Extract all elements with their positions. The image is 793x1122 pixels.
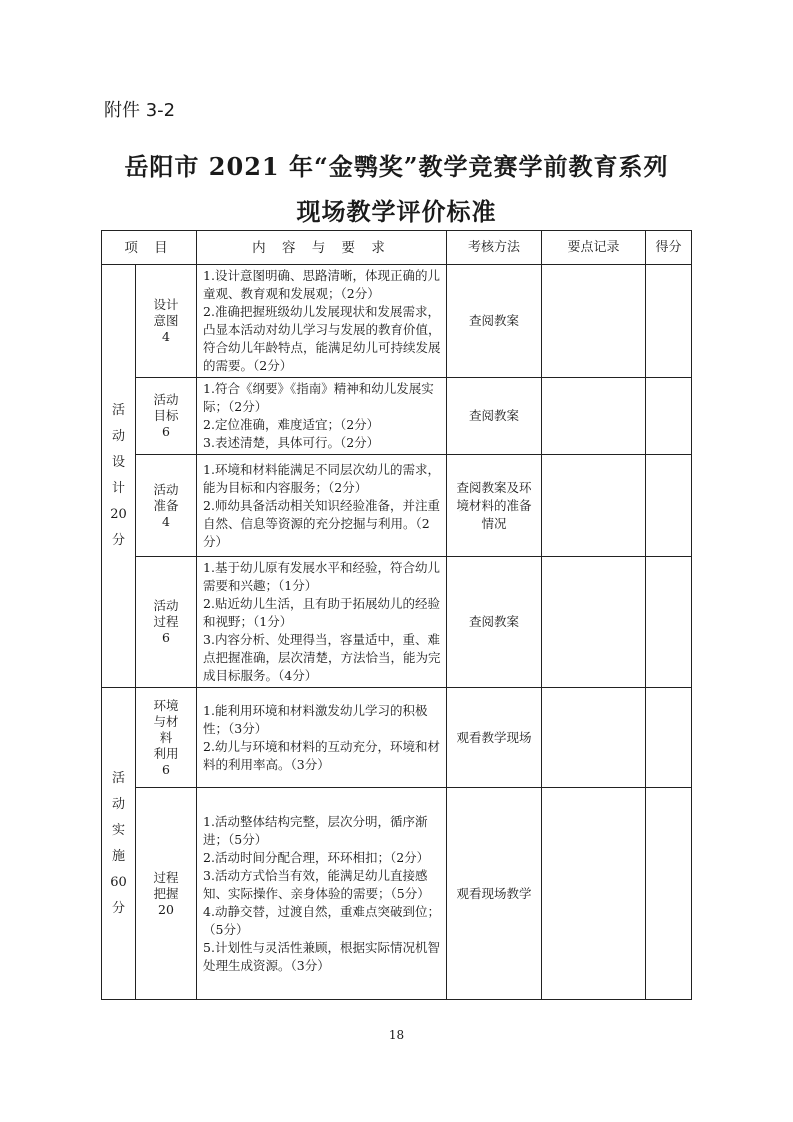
table-row (102, 788, 692, 1000)
score-cell[interactable] (646, 265, 692, 378)
content-activity-prep: 1.环境和材料能满足不同层次幼儿的需求，能为目标和内容服务；（2分） 2.师幼具备活动相关知识经验准备，并注重自然、信息等资源的充分挖掘与利用。（2分） (197, 455, 447, 557)
category-design-label: 活 动 设 计 20 分 (102, 265, 136, 688)
method-activity-prep: 查阅教案及环境材料的准备情况 (447, 455, 542, 557)
header-method: 考核方法 (447, 231, 542, 265)
table-row (102, 557, 692, 688)
score-cell[interactable] (646, 378, 692, 455)
notes-cell[interactable] (542, 688, 646, 788)
method-activity-process: 查阅教案 (447, 557, 542, 688)
subitem-process-control: 过程 把握 20 (136, 788, 197, 1000)
score-cell[interactable] (646, 557, 692, 688)
notes-cell[interactable] (542, 455, 646, 557)
page-title-line1: 岳阳市 2021 年“金鹗奖”教学竞赛学前教育系列 (124, 152, 669, 181)
notes-cell[interactable] (542, 378, 646, 455)
category-implementation-label: 活 动 实 施 60 分 (102, 688, 136, 1000)
content-environment-materials: 1.能利用环境和材料激发幼儿学习的积极性；（3分） 2.幼儿与环境和材料的互动充分，环境和材料的利用率高。（3分） (197, 688, 447, 788)
table-row (102, 378, 692, 455)
content-process-control: 1.活动整体结构完整，层次分明，循序渐进；（5分） 2.活动时间分配合理，环环相扣；（2分） 3.活动方式恰当有效，能满足幼儿直接感知、实际操作、亲身体验的需要；（5分） 4.动静交替，过渡自然，重难点突破到位；（5分） 5.计划性与灵活性兼顾，根据实际情况机智处理生成资源。（3分） (197, 788, 447, 1000)
table-row (102, 265, 692, 378)
subitem-environment-materials: 环境 与材 料 利用 6 (136, 688, 197, 788)
score-cell[interactable] (646, 788, 692, 1000)
subitem-design-intent: 设计 意图 4 (136, 265, 197, 378)
method-process-control: 观看现场教学 (447, 788, 542, 1000)
subitem-activity-process: 活动 过程 6 (136, 557, 197, 688)
content-activity-goal: 1.符合《纲要》《指南》精神和幼儿发展实际；（2分） 2.定位准确，难度适宜；（2分） 3.表述清楚，具体可行。（2分） (197, 378, 447, 455)
attachment-label: 附件 3-2 (104, 100, 176, 121)
page-title-line2: 现场教学评价标准 (296, 197, 497, 226)
header-project: 项 目 (102, 231, 197, 265)
method-activity-goal: 查阅教案 (447, 378, 542, 455)
page-number: 18 (388, 1028, 405, 1042)
score-cell[interactable] (646, 455, 692, 557)
header-content: 内 容 与 要 求 (197, 231, 447, 265)
method-environment-materials: 观看教学现场 (447, 688, 542, 788)
subitem-activity-prep: 活动 准备 4 (136, 455, 197, 557)
header-notes: 要点记录 (542, 231, 646, 265)
content-activity-process: 1.基于幼儿原有发展水平和经验，符合幼儿需要和兴趣；（1分） 2.贴近幼儿生活，且有助于拓展幼儿的经验和视野；（1分） 3.内容分析、处理得当，容量适中，重、难点把握准确，层次清楚，方法恰当，能为完成目标服务。（4分） (197, 557, 447, 688)
notes-cell[interactable] (542, 265, 646, 378)
method-design-intent: 查阅教案 (447, 265, 542, 378)
score-cell[interactable] (646, 688, 692, 788)
subitem-activity-goal: 活动 目标 6 (136, 378, 197, 455)
header-score: 得分 (646, 231, 692, 265)
content-design-intent: 1.设计意图明确、思路清晰，体现正确的儿童观、教育观和发展观；（2分） 2.准确把握班级幼儿发展现状和发展需求，凸显本活动对幼儿学习与发展的教育价值，符合幼儿年龄特点，能满足幼儿可持续发展的需要。（2分） (197, 265, 447, 378)
table-row (102, 455, 692, 557)
notes-cell[interactable] (542, 557, 646, 688)
notes-cell[interactable] (542, 788, 646, 1000)
table-row (102, 688, 692, 788)
table-header-row (102, 231, 692, 265)
evaluation-table (101, 230, 692, 1000)
